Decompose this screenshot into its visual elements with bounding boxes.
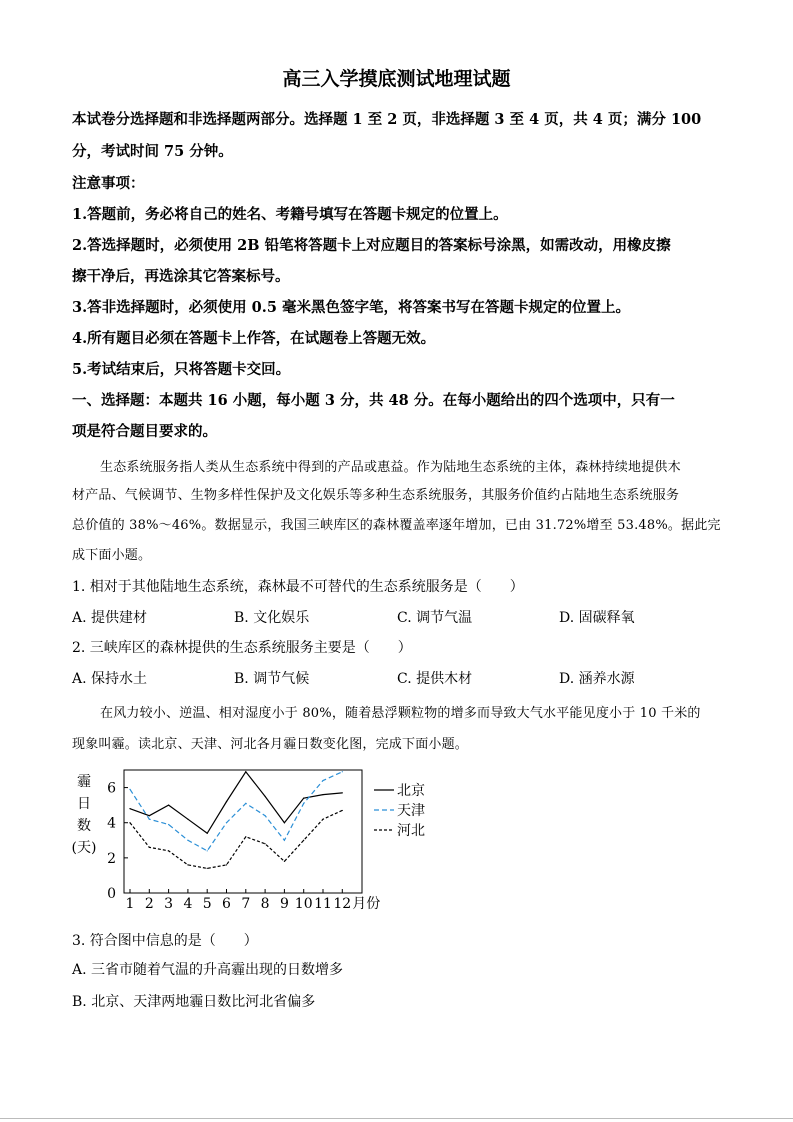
section1-line-2: 项是符合题目要求的。 xyxy=(72,423,217,440)
data-point xyxy=(168,850,169,851)
haze-days-chart xyxy=(70,760,450,916)
data-point xyxy=(303,840,304,841)
y-tick-label: 6 xyxy=(107,780,116,797)
q3-option-a: A. 三省市随着气温的升高霾出现的日数增多 xyxy=(72,962,344,978)
series-line-3 xyxy=(130,810,342,868)
q1-option-c: C. 调节气温 xyxy=(397,610,473,626)
passage2-line-1: 在风力较小、逆温、相对湿度小于 80%，随着悬浮颗粒物的增多而导致大气水平能见度小于 10 千米的 xyxy=(100,706,701,721)
data-point xyxy=(322,794,323,795)
x-tick-label: 3 xyxy=(164,896,174,912)
q1-stem: 1. 相对于其他陆地生态系统，森林最不可替代的生态系统服务是（ ） xyxy=(72,579,524,595)
data-point xyxy=(226,864,227,865)
x-tick-label: 2 xyxy=(144,896,154,912)
x-tick-label: 11 xyxy=(314,896,332,912)
data-point xyxy=(149,819,150,820)
q2-option-c: C. 提供木材 xyxy=(397,671,473,687)
q2-stem: 2. 三峡库区的森林提供的生态系统服务主要是（ ） xyxy=(72,640,412,656)
q2-option-a: A. 保持水土 xyxy=(72,671,148,687)
section1-line-1: 一、选择题：本题共 16 小题，每小题 3 分，共 48 分。在每小题给出的四个选项中，只有一 xyxy=(72,392,675,409)
data-point xyxy=(129,808,130,809)
data-point xyxy=(322,819,323,820)
data-point xyxy=(207,833,208,834)
y-axis-label-char: (天) xyxy=(71,840,97,856)
data-point xyxy=(245,836,246,837)
data-point xyxy=(245,771,246,772)
x-tick-label: 5 xyxy=(202,896,212,912)
y-tick-label: 4 xyxy=(107,815,116,832)
y-tick-label: 2 xyxy=(107,850,116,867)
data-point xyxy=(342,771,343,772)
legend-label: 北京 xyxy=(397,783,425,799)
notice-heading: 注意事项： xyxy=(72,175,145,192)
x-tick-label: 8 xyxy=(260,896,270,912)
data-point xyxy=(342,810,343,811)
note-2-cont: 擦干净后，再选涂其它答案标号。 xyxy=(72,268,290,285)
data-point xyxy=(168,824,169,825)
page-bottom-rule xyxy=(0,1118,793,1119)
y-axis-label-char: 霾 xyxy=(77,774,91,790)
data-point xyxy=(284,840,285,841)
x-tick-label: 12 xyxy=(333,896,352,912)
data-point xyxy=(303,798,304,799)
passage1-line-4: 成下面小题。 xyxy=(72,548,152,563)
x-tick-label: 4 xyxy=(183,896,193,912)
q3-option-b: B. 北京、天津两地霾日数比河北省偏多 xyxy=(72,994,316,1010)
note-2: 2.答选择题时，必须使用 2B 铅笔将答题卡上对应题目的答案标号涂黑，如需改动，用橡皮擦 xyxy=(72,237,671,254)
data-point xyxy=(149,847,150,848)
data-point xyxy=(245,803,246,804)
intro-line-2: 分，考试时间 75 分钟。 xyxy=(72,143,233,160)
passage2-line-2: 现象叫霾。读北京、天津、河北各月霾日数变化图，完成下面小题。 xyxy=(72,737,469,752)
data-point xyxy=(322,780,323,781)
y-axis-label-char: 数 xyxy=(77,818,91,834)
intro-line-1: 本试卷分选择题和非选择题两部分。选择题 1 至 2 页，非选择题 3 至 4 页，共 4 页；满分 100 xyxy=(72,111,702,128)
q1-option-b: B. 文化娱乐 xyxy=(234,610,310,626)
data-point xyxy=(265,796,266,797)
x-axis-label: 月份 xyxy=(352,896,381,912)
data-point xyxy=(342,792,343,793)
legend-label: 河北 xyxy=(397,823,425,839)
data-point xyxy=(187,840,188,841)
q1-option-a: A. 提供建材 xyxy=(72,610,148,626)
data-point xyxy=(284,861,285,862)
y-axis-label-char: 日 xyxy=(77,796,91,812)
q2-option-b: B. 调节气候 xyxy=(234,671,310,687)
series-line-2 xyxy=(130,772,342,851)
data-point xyxy=(149,815,150,816)
data-point xyxy=(187,864,188,865)
data-point xyxy=(265,815,266,816)
note-1: 1.答题前，务必将自己的姓名、考籍号填写在答题卡规定的位置上。 xyxy=(72,206,508,223)
data-point xyxy=(207,850,208,851)
data-point xyxy=(284,822,285,823)
x-tick-label: 7 xyxy=(241,896,251,912)
data-point xyxy=(226,801,227,802)
data-point xyxy=(207,868,208,869)
legend-label: 天津 xyxy=(397,803,425,819)
data-point xyxy=(303,803,304,804)
note-5: 5.考试结束后，只将答题卡交回。 xyxy=(72,361,291,378)
note-3: 3.答非选择题时，必须使用 0.5 毫米黑色签字笔，将答案书写在答题卡规定的位置上。 xyxy=(72,299,630,316)
x-tick-label: 10 xyxy=(294,896,313,912)
plot-frame xyxy=(124,770,362,893)
passage1-line-3: 总价值的 38%～46%。数据显示，我国三峡库区的森林覆盖率逐年增加，已由 31.72%增至 53.48%。据此完 xyxy=(72,518,721,533)
data-point xyxy=(168,805,169,806)
series-line-1 xyxy=(130,772,342,834)
x-tick-label: 1 xyxy=(125,896,135,912)
data-point xyxy=(226,822,227,823)
data-point xyxy=(187,819,188,820)
q3-stem: 3. 符合图中信息的是（ ） xyxy=(72,933,258,949)
data-point xyxy=(129,789,130,790)
data-point xyxy=(129,822,130,823)
passage1-line-2: 材产品、气候调节、生物多样性保护及文化娱乐等多种生态系统服务，其服务价值约占陆地生态系统服务 xyxy=(72,488,680,503)
q1-option-d: D. 固碳释氧 xyxy=(559,610,635,626)
data-point xyxy=(265,843,266,844)
y-tick-label: 0 xyxy=(107,886,116,902)
x-tick-label: 6 xyxy=(222,896,231,912)
note-4: 4.所有题目必须在答题卡上作答，在试题卷上答题无效。 xyxy=(72,330,436,347)
q2-option-d: D. 涵养水源 xyxy=(559,671,635,687)
x-tick-label: 9 xyxy=(279,896,289,912)
page-title: 高三入学摸底测试地理试题 xyxy=(282,68,511,90)
passage1-line-1: 生态系统服务指人类从生态系统中得到的产品或惠益。作为陆地生态系统的主体，森林持续地提供木 xyxy=(100,460,681,475)
